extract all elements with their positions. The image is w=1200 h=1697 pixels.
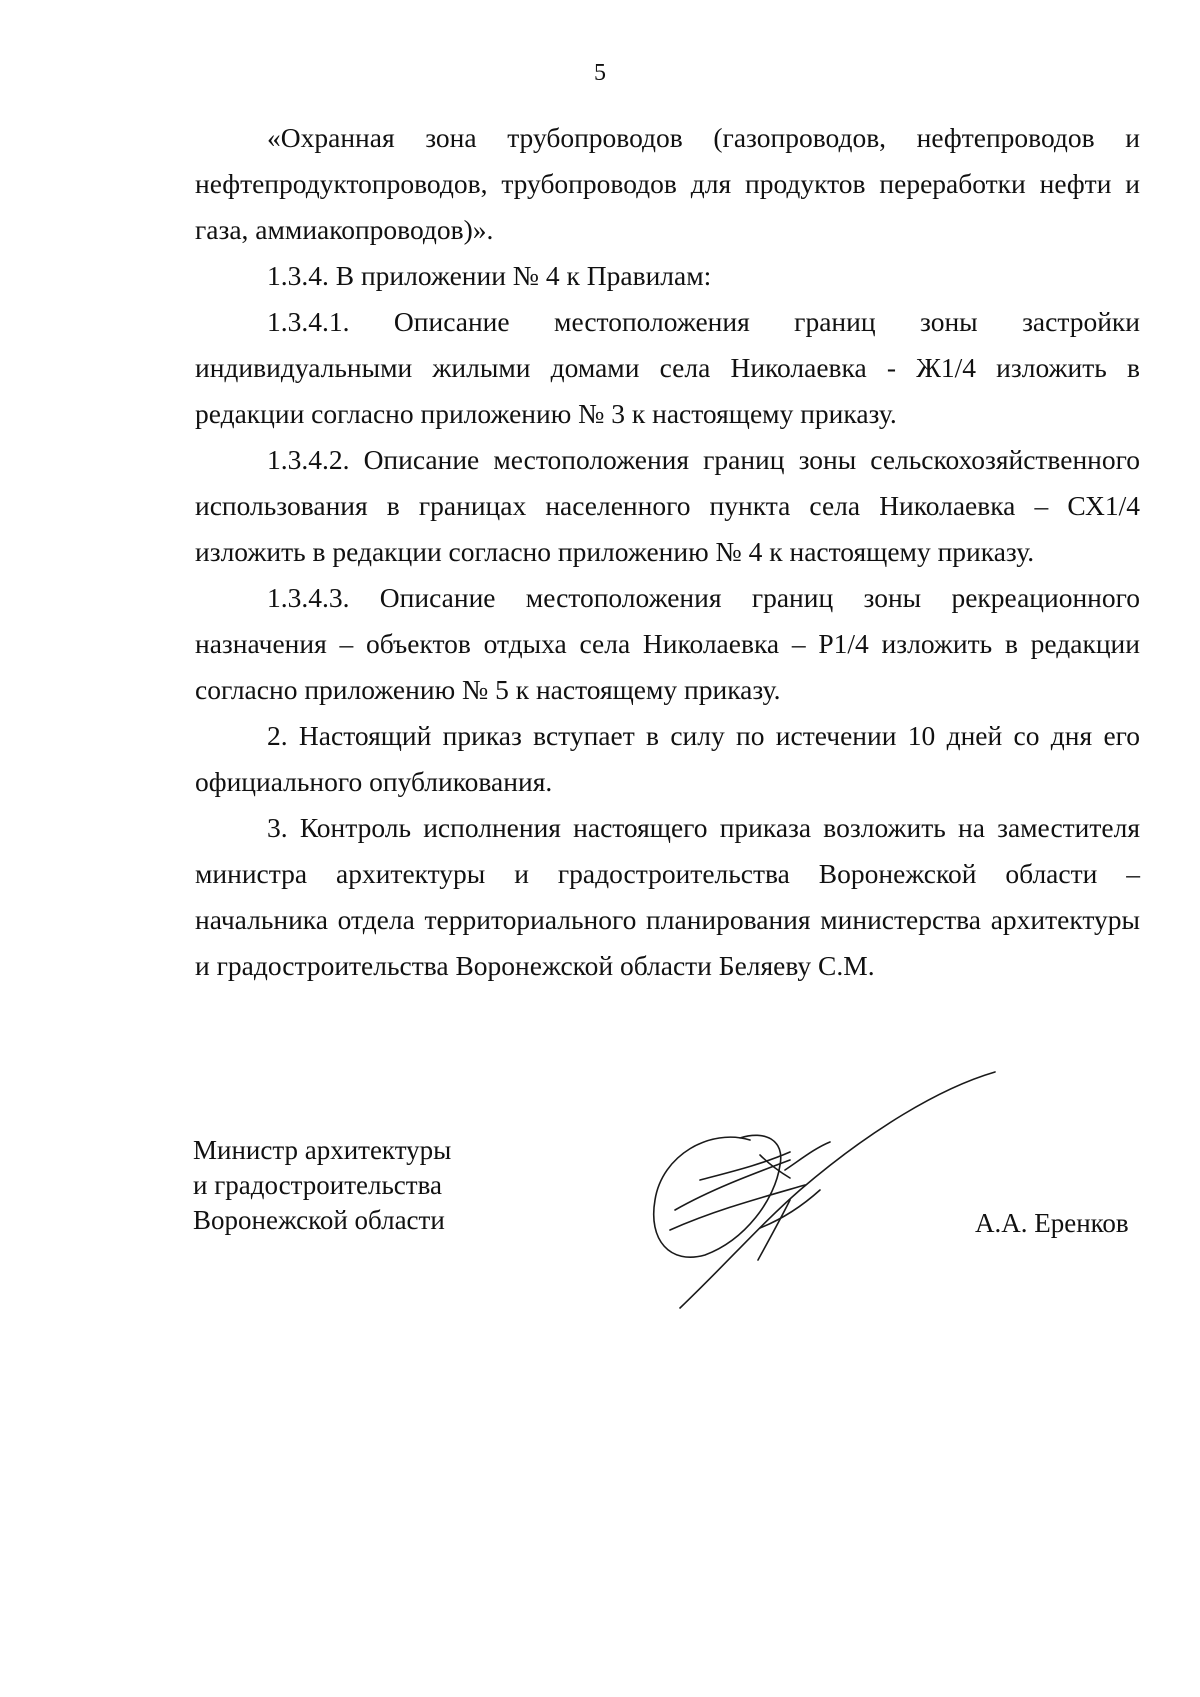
paragraph-3: 3. Контроль исполнения настоящего приказа возложить на заместителя министра архитектуры и градостроительства Воронежской области – начальника отдела территориального планирования министерства архитектуры и градостроительства Воронежской области Беляеву С.М. [195,812,1140,981]
signer-position-line: Воронежской области [193,1205,445,1235]
paragraph-1-3-4-2: 1.3.4.2. Описание местоположения границ зоны сельскохозяйственного использования в границах населенного пункта села Николаевка – СХ1/4 изложить в редакции согласно приложению № 4 к настоящему приказу. [195,444,1140,567]
page-number: 5 [594,60,606,86]
paragraph-1-3-4: 1.3.4. В приложении № 4 к Правилам: [267,260,712,291]
paragraph-protection-zone: «Охранная зона трубопроводов (газопроводов, нефтепроводов и нефтепродуктопроводов, трубопроводов для продуктов переработки нефти и газа, аммиакопроводов)». [195,122,1140,245]
paragraph-2: 2. Настоящий приказ вступает в силу по истечении 10 дней со дня его официального опубликования. [195,720,1140,797]
paragraph-1-3-4-3: 1.3.4.3. Описание местоположения границ зоны рекреационного назначения – объектов отдыха села Николаевка – Р1/4 изложить в редакции согласно приложению № 5 к настоящему приказу. [195,582,1140,705]
document-body [195,115,1140,989]
signer-position-line: Министр архитектуры [193,1135,452,1165]
signer-position [193,1133,451,1238]
signer-name: А.А. Еренков [975,1208,1129,1238]
signer-position-line: и градостроительства [193,1170,442,1200]
paragraph-1-3-4-1: 1.3.4.1. Описание местоположения границ зоны застройки индивидуальными жилыми домами села Николаевка - Ж1/4 изложить в редакции согласно приложению № 3 к настоящему приказу. [195,306,1140,429]
handwritten-signature [640,1060,1000,1310]
